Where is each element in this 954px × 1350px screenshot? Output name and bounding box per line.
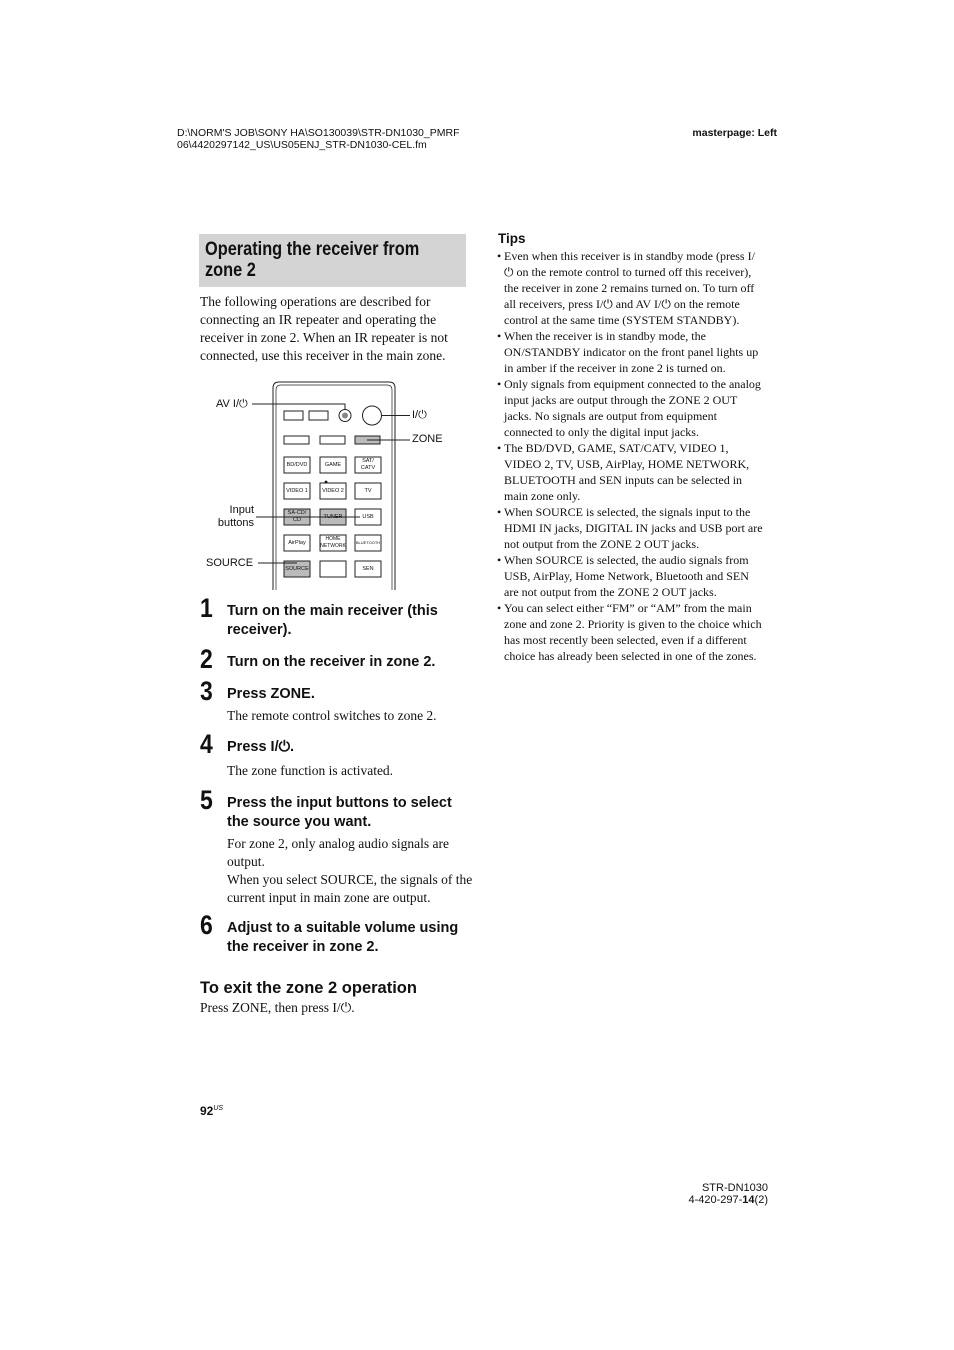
tip-bullet: • [497, 329, 502, 343]
btn-label-tv: TV [364, 488, 372, 494]
step-2 [200, 644, 470, 675]
remote-button-row-1 [284, 436, 309, 444]
tip-bullet: • [497, 553, 502, 567]
header-file-path [177, 127, 459, 151]
btn-label-sat-line1: SAT/ [362, 458, 374, 464]
remote-button-top-1 [284, 411, 303, 420]
callout-zone: ZONE [412, 433, 443, 445]
remote-control-figure [200, 380, 470, 590]
tip-text: Even when this receiver is in standby mode (press I/⏻ on the remote control to turned off this receiver), the receiver in zone 2 remains turned on. To turn off all receivers, press I/⏻ and AV I/⏻ on the remote control at the same time (SYSTEM STANDBY). [504, 249, 755, 327]
btn-label-video1: VIDEO 1 [286, 488, 308, 494]
callout-power: I/⏻ [412, 409, 427, 421]
btn-label-home-line2: NETWORK [320, 542, 346, 549]
tip-text: The BD/DVD, GAME, SAT/CATV, VIDEO 1, VIDEO 2, TV, USB, AirPlay, HOME NETWORK, BLUETOOTH and SEN inputs can be selected in main zone only. [504, 441, 750, 503]
btn-label-usb: USB [362, 514, 374, 520]
callout-source: SOURCE [206, 557, 254, 569]
page-number-value: 92 [200, 1104, 214, 1118]
section-heading-box [199, 234, 466, 287]
power-button-shape [363, 406, 382, 425]
step-5 [200, 785, 473, 906]
header-masterpage: masterpage: Left [692, 127, 777, 139]
exit-zone2-text: Press ZONE, then press I/⏻. [200, 1000, 355, 1015]
step-number: 1 [200, 593, 213, 623]
btn-label-sen: SEN [362, 566, 374, 572]
tip-item [497, 504, 763, 552]
step-4 [200, 729, 470, 783]
step-description: The zone function is activated. [227, 763, 394, 778]
tip-text: When SOURCE is selected, the audio signals from USB, AirPlay, Home Network, Bluetooth and SEN are not output from the ZONE 2 OUT jacks. [504, 553, 749, 599]
tip-bullet: • [497, 377, 502, 391]
btn-label-sacd [284, 510, 310, 523]
section-title-line2: zone 2 [205, 260, 256, 281]
step-title: Press the input buttons to select the source you want. [227, 795, 452, 830]
callout-input-buttons [218, 504, 254, 530]
tip-item [497, 440, 763, 504]
tip-item [497, 600, 763, 664]
exit-zone2-heading: To exit the zone 2 operation [200, 979, 417, 997]
step-number: 2 [200, 644, 213, 674]
step-title: Press ZONE. [227, 686, 315, 702]
remote-body-outline [273, 382, 395, 590]
tip-text: When the receiver is in standby mode, the ON/STANDBY indicator on the front panel lights up in amber if the receiver in zone 2 is turned on. [504, 329, 759, 375]
btn-label-bluetooth: BLUETOOTH [355, 540, 381, 545]
callout-av-power: AV I/⏻ [216, 398, 248, 410]
step-number: 4 [200, 729, 213, 759]
step-number: 6 [200, 910, 213, 940]
tips-heading: Tips [498, 231, 526, 246]
step-3 [200, 676, 470, 730]
btn-label-sat-catv [355, 458, 381, 471]
remote-button-row-2 [320, 436, 345, 444]
btn-shape-blank [320, 561, 346, 577]
footer-model-code [688, 1182, 768, 1206]
video2-dot-icon [325, 481, 328, 484]
step-number: 5 [200, 785, 213, 815]
tip-text: You can select either “FM” or “AM” from the main zone and zone 2. Priority is given to the choice which has most recently been selected, even if a different choice has already been selected in one of the zones. [504, 601, 762, 663]
btn-label-home-network [320, 536, 346, 549]
btn-label-sacd-line2: CD [293, 516, 301, 523]
step-6 [200, 910, 470, 959]
tips-list [497, 248, 763, 664]
leader-av-power [252, 404, 345, 410]
header-path-line2: 06\4420297142_US\US05ENJ_STR-DN1030-CEL.fm [177, 139, 427, 151]
intro-paragraph: The following operations are described for connecting an IR repeater and operating the receiver in zone 2. When an IR repeater is not connected, use this receiver in the main zone. [200, 294, 448, 363]
btn-label-source: SOURCE [285, 566, 309, 572]
remote-button-top-2 [309, 411, 328, 420]
footer-code-suffix: (2) [754, 1194, 768, 1206]
step-title: Turn on the main receiver (this receiver). [227, 603, 438, 638]
callout-input-line1: Input [229, 504, 254, 516]
step-description: For zone 2, only analog audio signals are output. [227, 836, 449, 869]
tip-item [497, 376, 763, 440]
footer-model: STR-DN1030 [701, 1182, 768, 1194]
section-title-line1: Operating the receiver from [205, 239, 420, 260]
av-power-indicator-icon [342, 413, 348, 419]
tip-bullet: • [497, 441, 502, 455]
tip-bullet: • [497, 505, 502, 519]
tip-text: Only signals from equipment connected to the analog input jacks are output through the ZONE 2 OUT jacks. No signals are output from equipment connected to only the digital input jacks. [504, 377, 761, 439]
btn-label-bd-dvd: BD/DVD [286, 462, 308, 468]
footer-code-prefix: 4-420-297- [688, 1194, 743, 1206]
step-description: The remote control switches to zone 2. [227, 708, 437, 723]
tip-item [497, 552, 763, 600]
tip-bullet: • [497, 249, 502, 263]
callout-input-line2: buttons [217, 517, 254, 529]
btn-label-sacd-line1: SA-CD/ [287, 510, 307, 516]
step-title: Turn on the receiver in zone 2. [227, 654, 436, 670]
footer-code-bold: 14 [742, 1194, 755, 1206]
footer-code [688, 1194, 768, 1206]
step-description: When you select SOURCE, the signals of the current input in main zone are output. [227, 872, 473, 905]
tip-bullet: • [497, 601, 502, 615]
tip-item [497, 248, 763, 328]
step-1 [200, 593, 470, 642]
btn-label-sat-line2: CATV [360, 464, 376, 471]
step-title: Press I/⏻. [227, 739, 295, 755]
header-path-line1: D:\NORM'S JOB\SONY HA\SO130039\STR-DN1030_PMRF [177, 127, 460, 139]
tip-item [497, 328, 763, 376]
btn-label-airplay: AirPlay [288, 540, 306, 546]
page-number-suffix: US [213, 1105, 224, 1112]
step-number: 3 [200, 676, 213, 706]
btn-label-game: GAME [324, 462, 342, 468]
btn-label-tuner: TUNER [323, 514, 343, 520]
page-number [200, 1104, 223, 1118]
section-title [205, 239, 463, 281]
btn-label-video2: VIDEO 2 [322, 488, 344, 494]
btn-label-home-line1: HOME [325, 536, 341, 542]
step-title: Adjust to a suitable volume using the receiver in zone 2. [227, 920, 459, 955]
tip-text: When SOURCE is selected, the signals input to the HDMI IN jacks, DIGITAL IN jacks and USB port are not output from the ZONE 2 OUT jacks. [504, 505, 763, 551]
